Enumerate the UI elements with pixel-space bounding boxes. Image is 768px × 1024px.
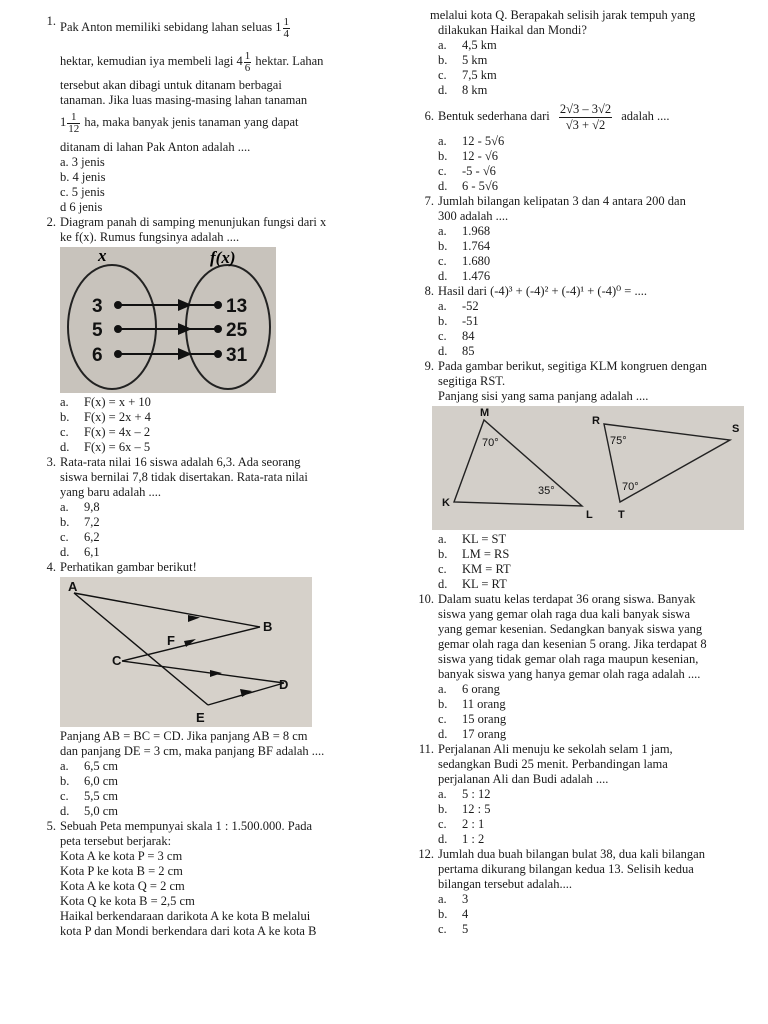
question-10: 10. Dalam suatu kelas terdapat 36 orang siswa. Banyak siswa yang gemar olah raga dua kali banyak siswa yang gemar kesenian. Sedangkan banyak siswa yang gemar olah raga dan kesenian 5 orang. Jika terdapat 8 siswa yang tidak gemar olah raga maupun kesenian, banyak siswa yang hanya gemar olah raga adalah .... a. 6 orang b. 11 orang c. 15 orang d. 17 orang (408, 592, 758, 742)
option: a. F(x) = x + 10 (60, 395, 151, 409)
angle-label: 75° (610, 435, 627, 447)
domain-value: 5 (92, 320, 103, 341)
question-number: 12. (418, 847, 434, 861)
option: b. 6,0 cm (60, 774, 119, 788)
left-column (30, 8, 385, 939)
domain-value: 3 (92, 296, 103, 317)
option: d. 1.476 (438, 269, 491, 283)
option: d. 6,1 (60, 545, 100, 559)
question-number: 9. (424, 359, 434, 373)
option: a. -52 (438, 299, 479, 313)
option: d. 8 km (438, 83, 488, 97)
point-label: B (263, 619, 273, 634)
question-number: 7. (424, 194, 434, 208)
fraction: $\frac{1}{6}$ (244, 49, 251, 74)
point-label: A (68, 579, 78, 594)
vertex-label: T (618, 509, 625, 521)
option: d. 6 - 5√6 (438, 179, 499, 193)
option: a. 12 - 5√6 (438, 134, 505, 148)
option: a. 6 orang (438, 682, 500, 696)
question-number: 3. (46, 455, 56, 469)
radical-fraction: $\frac{2√3 - 3√2}{√3 + √2}$ (559, 101, 612, 132)
option: b. 5 km (438, 53, 488, 67)
question-number: 10. (418, 592, 434, 606)
range-value: 13 (226, 296, 248, 317)
option: a. KL = ST (438, 532, 507, 546)
point-label: F (167, 633, 175, 648)
option: c. 5,5 cm (60, 789, 119, 803)
vertex-label: M (480, 407, 490, 419)
question-number: 6. (424, 109, 434, 123)
option: c. KM = RT (438, 562, 511, 576)
option: b. 4 (438, 907, 469, 921)
vertex-label: K (442, 497, 450, 509)
angle-label: 70° (622, 481, 639, 493)
question-8: 8. Hasil dari (-4)³ + (-4)² + (-4)¹ + (-4)⁰ = .... a. -52 b. -51 c. 84 d. 85 (408, 284, 758, 359)
option: b. 4 jenis (60, 170, 106, 184)
option: b. LM = RS (438, 547, 510, 561)
question-5-continued: melalui kota Q. Berapakah selisih jarak tempuh yang dilakukan Haikal dan Mondi? a. 4,5 km b. 5 km c. 7,5 km d. 8 km (408, 8, 758, 98)
point-label: D (279, 677, 289, 692)
option: a. 9,8 (60, 500, 100, 514)
angle-label: 35° (538, 485, 555, 497)
question-4: 4. Perhatikan gambar berikut! A B C D E F Panjang AB = BC = CD. Jika panjang AB = 8 cm dan panjang DE = 3 cm, maka panjang BF adalah .... a. 6,5 cm b. 6,0 cm c. 5,5 cm d. 5,0 cm (30, 560, 385, 819)
option: b. 12 : 5 (438, 802, 491, 816)
option: c. 6,2 (60, 530, 100, 544)
option: c. 5 jenis (60, 185, 105, 199)
fraction: $\frac{1}{4}$ (283, 15, 289, 40)
question-5: 5. Sebuah Peta mempunyai skala 1 : 1.500.000. Pada peta tersebut berjarak: Kota A ke kota P = 3 cm Kota P ke kota B = 2 cm Kota A ke kota Q = 2 cm Kota Q ke kota B = 2,5 cm Haikal berkendaraan darikota A ke kota B melalui kota P dan Mondi berkendara dari kota A ke kota B (30, 819, 385, 939)
question-2: 2. Diagram panah di samping menunjukan fungsi dari x ke f(x). Rumus fungsinya adalah .... x f(x) 3 5 6 13 25 31 a. F(x) = x + 10 b. F(x) = 2x + 4 c. F(x) = 4x – 2 d. F(x) = 6x – 5 (30, 215, 385, 455)
question-number: 8. (424, 284, 434, 298)
arrow-diagram (60, 247, 276, 393)
option: b. 7,2 (60, 515, 100, 529)
question-12: 12. Jumlah dua buah bilangan bulat 38, dua kali bilangan pertama dikurang bilangan kedua 13. Selisih kedua bilangan tersebut adalah.... a. 3 b. 4 c. 5 (408, 847, 758, 937)
line-segment-figure (60, 577, 312, 727)
option: d. F(x) = 6x – 5 (60, 440, 151, 454)
option: c. 1.680 (438, 254, 491, 268)
question-1: 1. Pak Anton memiliki sebidang lahan seluas 1 $\frac{1}{4}$ hektar, kemudian iya membeli lagi 4 $\frac{1}{6}$ hektar. Lahan tersebut akan dibagi untuk ditanam berbagai tanaman. Jika luas masing-masing lahan tanaman 1 $\frac{1}{12}$ ha, maka banyak jenis tanaman yang dapat ditanam di lahan Pak Anton adalah .... a. 3 jenis b. 4 jenis c. 5 jenis d 6 jenis (30, 14, 385, 215)
angle-label: 70° (482, 437, 499, 449)
option: a. 3 (438, 892, 469, 906)
range-value: 31 (226, 345, 248, 366)
point-label: C (112, 653, 122, 668)
option: c. 2 : 1 (438, 817, 485, 831)
question-3: 3. Rata-rata nilai 16 siswa adalah 6,3. Ada seorang siswa bernilai 7,8 tidak disertakan. Rata-rata nilai yang baru adalah .... a. 9,8 b. 7,2 c. 6,2 d. 6,1 (30, 455, 385, 560)
option: c. 7,5 km (438, 68, 497, 82)
right-column (408, 8, 758, 937)
option: d. KL = RT (438, 577, 507, 591)
question-9: 9. Pada gambar berikut, segitiga KLM kongruen dengan segitiga RST. Panjang sisi yang sama panjang adalah .... M K L R S T 70° 35° 75° 70° a. KL = ST b. LM = RS c. KM = RT d. KL = RT (408, 359, 758, 592)
option: a. 5 : 12 (438, 787, 491, 801)
fraction: $\frac{1}{12}$ (68, 110, 80, 135)
range-value: 25 (226, 320, 248, 341)
option: a. 6,5 cm (60, 759, 119, 773)
option: a. 3 jenis (60, 155, 105, 169)
option: c. 15 orang (438, 712, 507, 726)
option: b. 12 - √6 (438, 149, 499, 163)
domain-label: x (98, 247, 107, 265)
option: c. F(x) = 4x – 2 (60, 425, 151, 439)
option: b. F(x) = 2x + 4 (60, 410, 151, 424)
option: a. 4,5 km (438, 38, 497, 52)
question-6: 6. Bentuk sederhana dari $\frac{2√3 - 3√2}{√3 + √2}$ adalah .... a. 12 - 5√6 b. 12 - √6 c. -5 - √6 d. 6 - 5√6 (408, 98, 758, 194)
option: d. 17 orang (438, 727, 507, 741)
vertex-label: R (592, 415, 600, 427)
option: c. 5 (438, 922, 469, 936)
question-number: 5. (46, 819, 56, 833)
option: d. 1 : 2 (438, 832, 485, 846)
codomain-label: f(x) (210, 248, 236, 267)
option: b. -51 (438, 314, 479, 328)
question-11: 11. Perjalanan Ali menuju ke sekolah selam 1 jam, sedangkan Budi 25 menit. Perbandingan lama perjalanan Ali dan Budi adalah .... a. 5 : 12 b. 12 : 5 c. 2 : 1 d. 1 : 2 (408, 742, 758, 847)
question-number: 2. (46, 215, 56, 229)
vertex-label: S (732, 423, 740, 435)
question-number: 4. (46, 560, 56, 574)
vertex-label: L (586, 509, 593, 521)
question-7: 7. Jumlah bilangan kelipatan 3 dan 4 antara 200 dan 300 adalah .... a. 1.968 b. 1.764 c. 1.680 d. 1.476 (408, 194, 758, 284)
option: b. 1.764 (438, 239, 491, 253)
domain-value: 6 (92, 345, 103, 366)
option: d 6 jenis (60, 200, 103, 214)
option: a. 1.968 (438, 224, 491, 238)
option: c. 84 (438, 329, 475, 343)
option: d. 5,0 cm (60, 804, 119, 818)
option: d. 85 (438, 344, 475, 358)
congruent-triangles-figure (432, 406, 744, 530)
point-label: E (196, 710, 205, 725)
question-number: 1. (46, 14, 56, 28)
option: b. 11 orang (438, 697, 506, 711)
option: c. -5 - √6 (438, 164, 496, 178)
question-number: 11. (418, 742, 434, 756)
